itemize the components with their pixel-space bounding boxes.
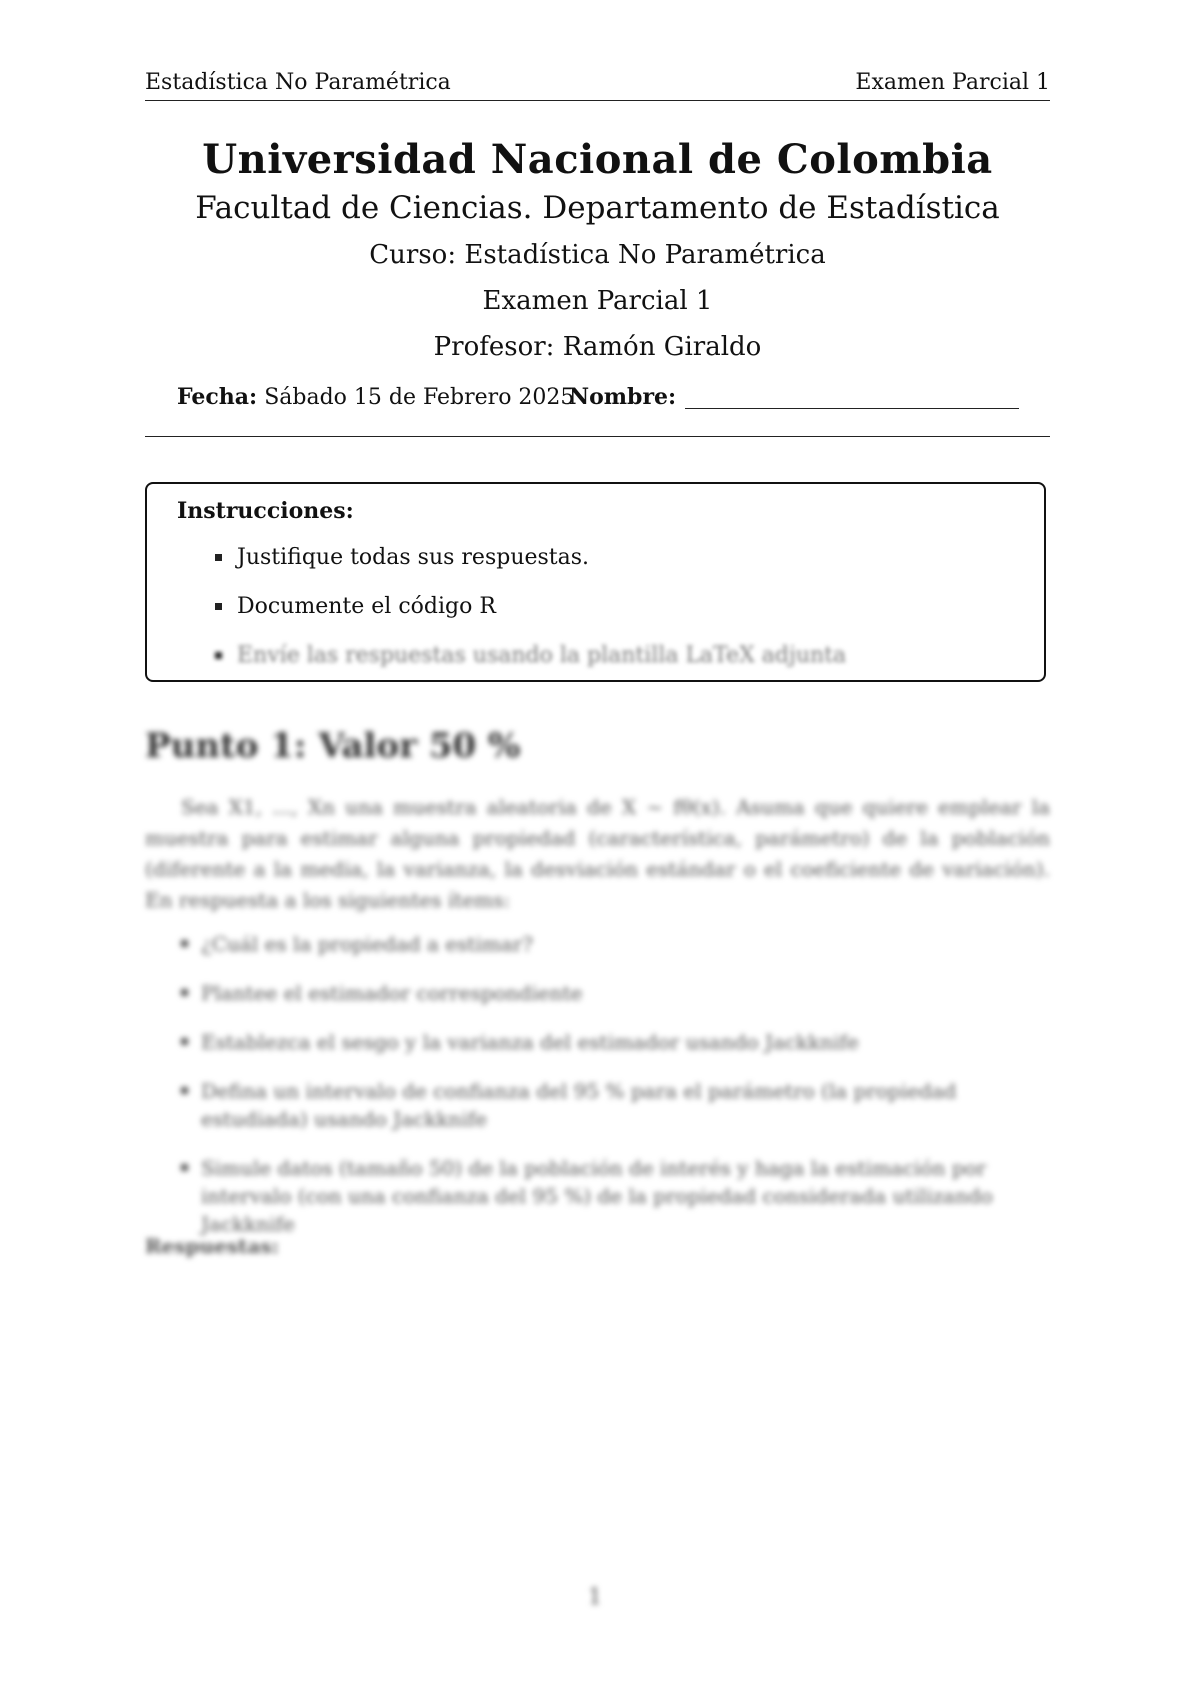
instruction-text: Envíe las respuestas usando la plantilla LaTeX adjunta xyxy=(237,643,847,668)
question-item xyxy=(145,930,1050,958)
running-header-right: Examen Parcial 1 xyxy=(855,70,1050,95)
running-header-left: Estadística No Paramétrica xyxy=(145,70,451,95)
instructions-list xyxy=(147,546,1044,693)
bullet-icon xyxy=(215,554,222,561)
bullet-icon xyxy=(181,989,188,996)
question-text: Simule datos (tamaño 50) de la población de interés y haga la estimación por intervalo (con una confianza del 95 %) de la propiedad considerada utilizando Jackknife xyxy=(201,1156,993,1236)
question-text: Plantee el estimador correspondiente xyxy=(201,981,583,1005)
professor-line: Profesor: Ramón Giraldo xyxy=(433,332,762,362)
question-text: ¿Cuál es la propiedad a estimar? xyxy=(201,932,534,956)
name-field xyxy=(569,384,676,410)
question-list xyxy=(145,930,1050,1259)
name-blank-line xyxy=(685,408,1019,409)
question-text: Defina un intervalo de confianza del 95 % para el parámetro (la propiedad estudiada) usando Jackknife xyxy=(201,1079,957,1131)
section-paragraph: Sea X1, ..., Xn una muestra aleatoria de X ~ fθ(x). Asuma que quiere emplear la muestra para estimar alguna propiedad (característica, parámetro) de la población (diferente a la media, la varianza, la desviación estándar o el coeficiente de variación). En respuesta a los siguientes ítems: xyxy=(145,795,1050,912)
question-text: Establezca el sesgo y la varianza del estimador usando Jackknife xyxy=(201,1030,859,1054)
section-heading xyxy=(145,726,1050,766)
instruction-item xyxy=(147,546,1044,595)
bullet-icon xyxy=(181,1164,188,1171)
course-line: Curso: Estadística No Paramétrica xyxy=(369,240,826,270)
university-title: Universidad Nacional de Colombia xyxy=(202,136,993,183)
title-block xyxy=(145,136,1050,364)
question-item xyxy=(145,1154,1050,1238)
bullet-icon xyxy=(215,652,222,659)
section-title: Punto 1: Valor 50 % xyxy=(145,726,521,766)
running-header xyxy=(145,66,1050,101)
question-item xyxy=(145,1077,1050,1133)
instruction-text: Justifique todas sus respuestas. xyxy=(237,545,590,570)
date-value: Sábado 15 de Febrero 2025 xyxy=(264,385,575,410)
faculty-subtitle: Facultad de Ciencias. Departamento de Estadística xyxy=(195,190,1000,226)
question-item xyxy=(145,979,1050,1007)
page-number: 1 xyxy=(588,1585,602,1610)
question-item xyxy=(145,1028,1050,1056)
date-name-row xyxy=(145,380,1050,420)
instructions-title: Instrucciones: xyxy=(177,498,354,524)
title-rule xyxy=(145,436,1050,437)
bullet-icon xyxy=(181,1087,188,1094)
bullet-icon xyxy=(181,1038,188,1045)
bullet-icon xyxy=(181,940,188,947)
date-field xyxy=(177,384,574,410)
instructions-box xyxy=(145,482,1046,682)
responses-label: Respuestas: xyxy=(145,1234,279,1258)
date-label: Fecha: xyxy=(177,384,258,410)
instruction-item xyxy=(147,644,1044,693)
exam-line: Examen Parcial 1 xyxy=(482,286,713,316)
instruction-item xyxy=(147,595,1044,644)
bullet-icon xyxy=(215,603,222,610)
name-label: Nombre: xyxy=(569,384,677,410)
instruction-text: Documente el código R xyxy=(237,594,496,619)
